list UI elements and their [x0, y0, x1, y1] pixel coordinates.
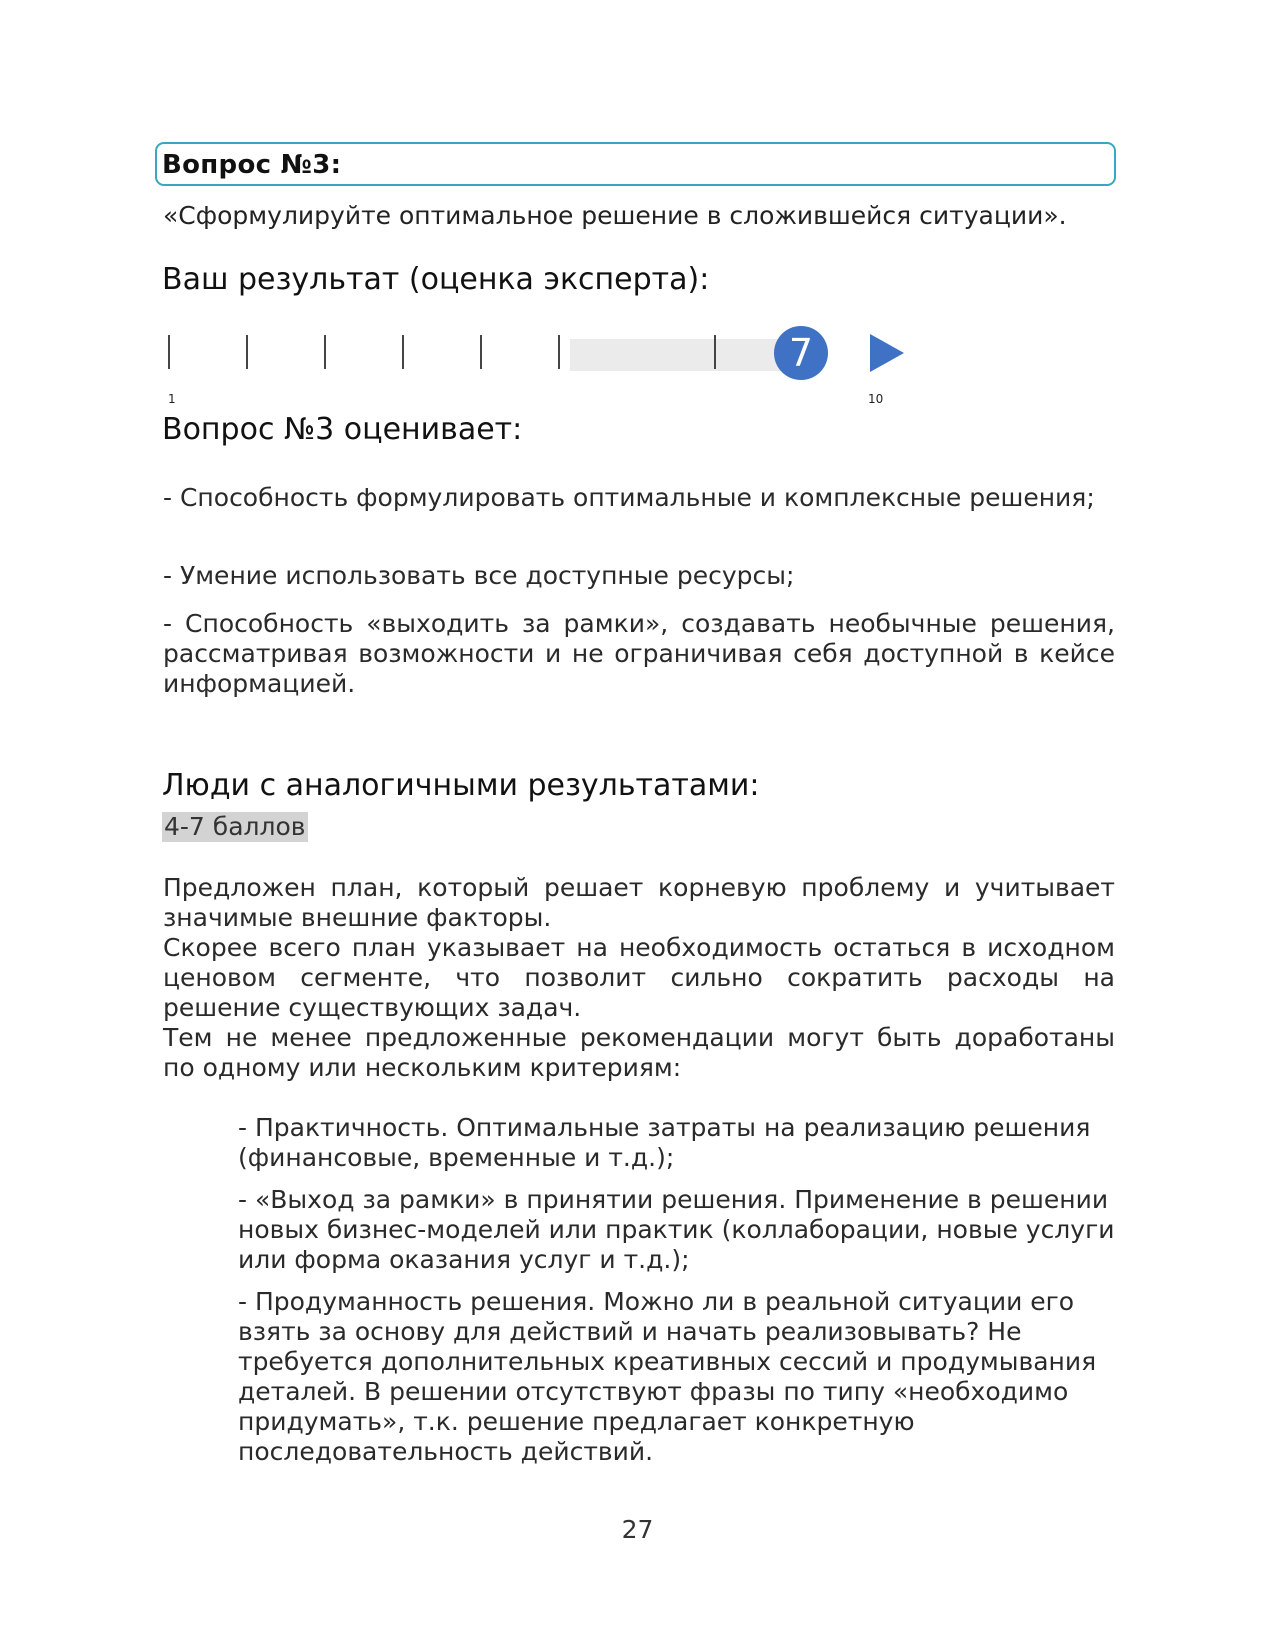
score-range-band	[570, 339, 796, 371]
similar-paragraph: Скорее всего план указывает на необходимость остаться в исходном ценовом сегменте, что позволит сильно сократить расходы на решение существующих задач.	[163, 933, 1115, 1022]
question-text: «Сформулируйте оптимальное решение в сложившейся ситуации».	[163, 201, 1067, 230]
evaluates-heading: Вопрос №3 оценивает:	[162, 412, 523, 447]
scale-tick-5	[480, 335, 482, 369]
question-title: Вопрос №3:	[162, 150, 342, 180]
scale-tick-1	[168, 335, 170, 369]
scale-min-label: 1	[168, 392, 176, 406]
similar-paragraph: Предложен план, который решает корневую проблему и учитывает значимые внешние факторы.	[163, 873, 1115, 932]
criteria-item: - «Выход за рамки» в принятии решения. Применение в решении новых бизнес-моделей или практик (коллаборации, новые услуги или форма оказания услуг и т.д.);	[238, 1185, 1115, 1274]
scale-tick-8	[714, 335, 716, 369]
criteria-item: - Продуманность решения. Можно ли в реальной ситуации его взять за основу для действий и начать реализовывать? Не требуется дополнительных креативных сессий и продумывания деталей. В решении отсутствуют фразы по типу «необходимо придумать», т.к. решение предлагает конкретную последовательность действий.	[238, 1287, 1097, 1466]
result-heading: Ваш результат (оценка эксперта):	[162, 262, 710, 297]
score-range-badge: 4-7 баллов	[164, 812, 306, 841]
scale-end-arrow-icon	[870, 334, 904, 372]
criteria-item: - Практичность. Оптимальные затраты на реализацию решения (финансовые, временные и т.д.);	[238, 1113, 1091, 1172]
score-scale	[162, 325, 922, 405]
scale-tick-6	[558, 335, 560, 369]
scale-max-label: 10	[868, 392, 884, 406]
scale-tick-4	[402, 335, 404, 369]
evaluates-item: - Способность «выходить за рамки», создавать необычные решения, рассматривая возможности и не ограничивая себя доступной в кейсе информацией.	[163, 609, 1115, 698]
similar-paragraph: Тем не менее предложенные рекомендации могут быть доработаны по одному или нескольким критериям:	[163, 1023, 1115, 1082]
scale-tick-3	[324, 335, 326, 369]
similar-heading: Люди с аналогичными результатами:	[162, 768, 760, 803]
evaluates-item: - Умение использовать все доступные ресурсы;	[163, 561, 795, 590]
scale-tick-2	[246, 335, 248, 369]
evaluates-item: - Способность формулировать оптимальные и комплексные решения;	[163, 483, 1095, 512]
page-number: 27	[621, 1515, 654, 1544]
score-marker: 7	[774, 326, 828, 380]
